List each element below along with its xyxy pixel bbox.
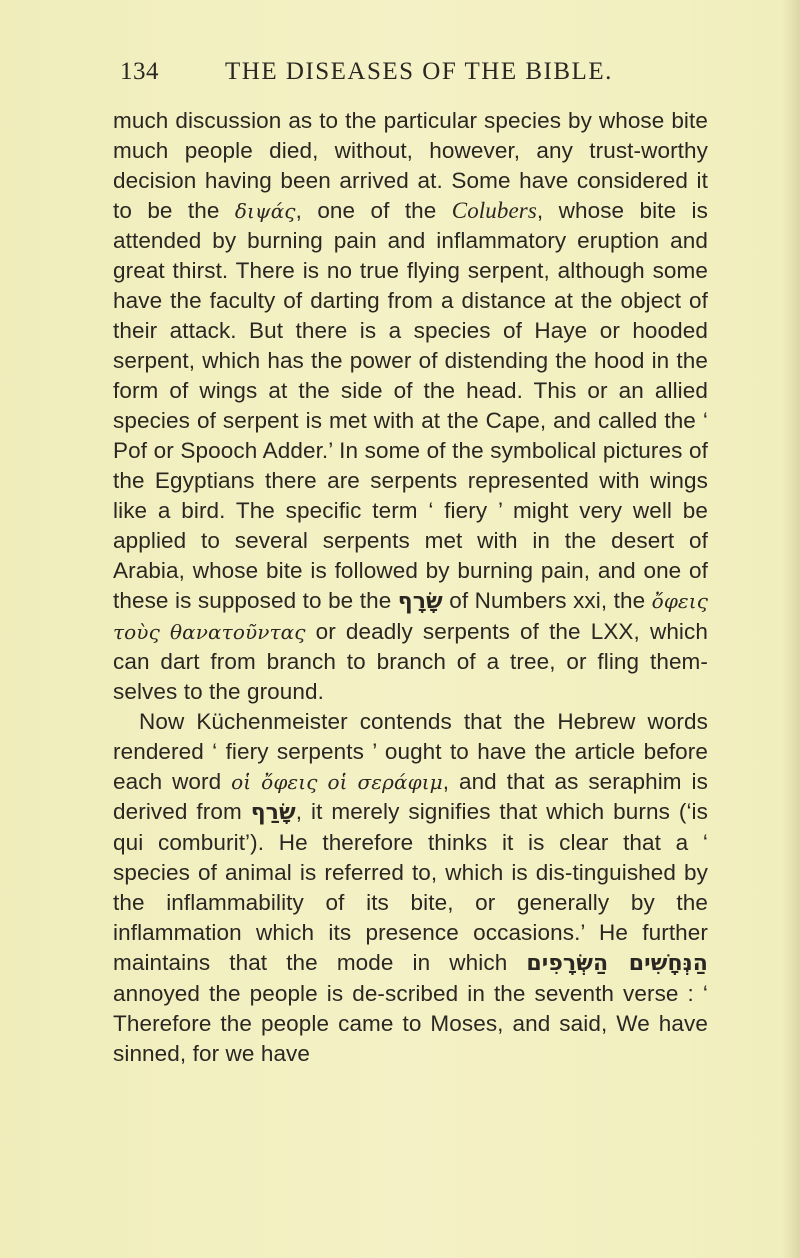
body-text [113, 106, 708, 1069]
hebrew-term-saraph-verb: שָׂרַף [250, 800, 296, 825]
hebrew-phrase-fiery-serpents: הַנְּחָשִׁים הַשְּׂרָפִים [526, 951, 708, 976]
page-header [120, 58, 680, 88]
page-number: 134 [120, 58, 159, 85]
greek-term-opheis: ὄφεις τοὺς θανατοῦντας [113, 589, 708, 644]
paragraph-2-text-4: annoyed the people is de-scribed in the seventh verse : ‘ Therefore the people came to Moses, and said, We have sinned, for we have [113, 981, 708, 1066]
paragraph-1-text-3: , whose bite is attended by burning pain and inflammatory eruption and great thirst. There is no true flying serpent, although some have the faculty of darting from a distance at the object of their attack. But there is a species of Haye or hooded serpent, which has the power of distending the hood in the form of wings at the side of the head. This or an allied species of serpent is met with at the Cape, and called the ‘ Pof or Spooch Adder.’ In some of the symbolical pictures of the Egyptians there are serpents represented with wings like a bird. The specific term ‘ fiery ’ might very well be applied to several serpents met with in the desert of Arabia, whose bite is followed by burning pain, and one of these is supposed to be the [113, 198, 708, 613]
paragraph-1-text-1: much discussion as to the particular species by whose bite much people died, without, however, any trust-worthy decision having been arrived at. Some have considered it to be the [113, 108, 708, 223]
greek-term-seraphim: οἱ ὄφεις οἱ σεράφιμ [231, 770, 443, 794]
greek-term-dipsas: διψάς [234, 199, 296, 223]
paragraph-1-text-2: , one of the [295, 198, 452, 223]
paragraph-2-text-2: , and that as seraphim is derived from [113, 769, 708, 824]
italic-term-colubers: Colubers [451, 198, 537, 223]
paragraph-2-text-3: , it merely signifies that which burns (‘is qui comburit’). He therefore thinks it is clear that a ‘ species of animal is referred to, which is dis-tinguished by the inflammability of its bite, or generally by the inflammation which its presence occasions.’ He further maintains that the mode in which [113, 799, 708, 975]
page-edge-shadow [782, 0, 800, 1258]
running-title: THE DISEASES OF THE BIBLE. [225, 58, 613, 85]
hebrew-term-saraph: שָׂרָף [397, 589, 443, 614]
paragraph-2 [113, 707, 708, 1069]
paragraph-1-text-5: or deadly serpents of the LXX, which can dart from branch to branch of a tree, or fling them-selves to the ground. [113, 619, 708, 704]
paragraph-1-text-4: of Numbers xxi, the [442, 588, 652, 613]
paragraph-2-text-1: Now Küchenmeister contends that the Hebrew words rendered ‘ fiery serpents ’ ought to have the article before each word [113, 709, 708, 794]
paragraph-1 [113, 106, 708, 707]
